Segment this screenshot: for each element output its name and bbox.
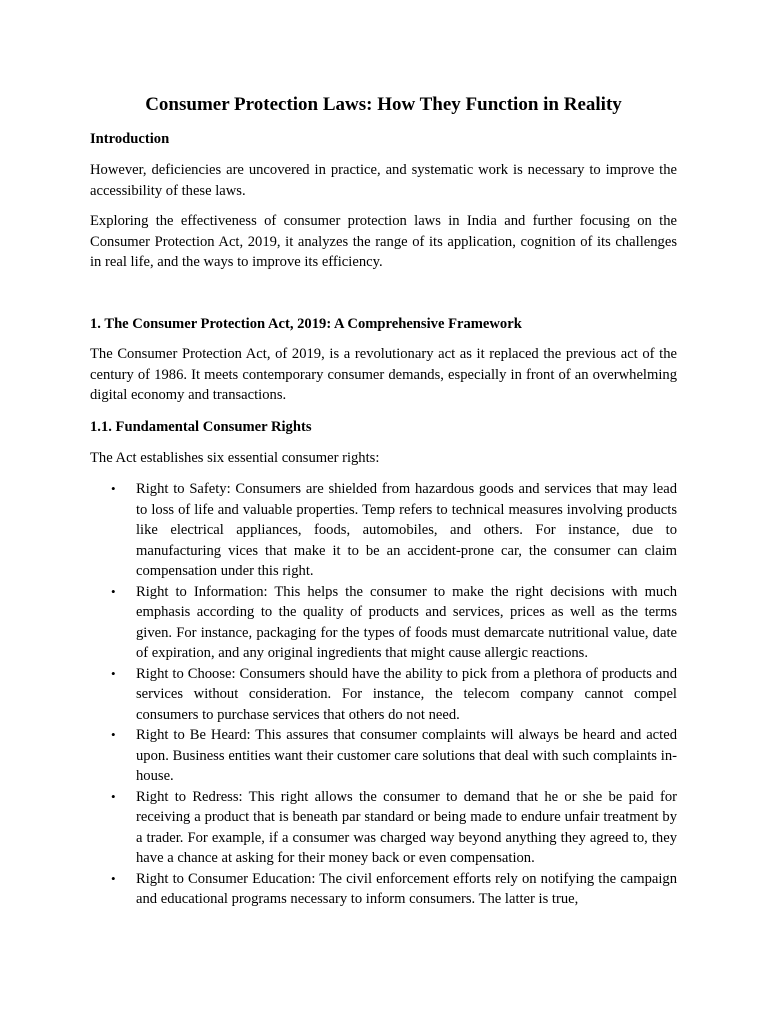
right-to-choose-text: Right to Choose: Consumers should have the ability to pick from a plethora of products and services without consideration. For instance, the telecom company cannot compel consumers to purchase services that others do not need. <box>136 665 677 723</box>
bullet-icon: • <box>111 788 116 804</box>
list-item <box>90 725 677 787</box>
document-title: Consumer Protection Laws: How They Function in Reality <box>145 94 622 115</box>
list-item <box>90 869 677 910</box>
intro-paragraph-1: However, deficiencies are uncovered in practice, and systematic work is necessary to improve the accessibility of these laws. <box>90 162 677 199</box>
right-to-safety-text: Right to Safety: Consumers are shielded from hazardous goods and services that may lead to loss of life and valuable properties. Temp refers to technical measures involving products like electrical appliances, foods, automobiles, and others. For instance, due to manufacturing vices that make it to be an accident-prone car, the consumer can claim compensation under this right. <box>136 481 677 579</box>
consumer-rights-list <box>90 479 677 910</box>
list-item <box>90 479 677 582</box>
right-to-be-heard-text: Right to Be Heard: This assures that consumer complaints will always be heard and acted upon. Business entities want their customer care solutions that deal with such complaints in-house. <box>136 727 677 784</box>
right-to-information-text: Right to Information: This helps the consumer to make the right decisions with much emphasis according to the quality of products and services, prices as well as the terms given. For instance, packaging for the types of foods must demarcate nutritional value, date of expiration, and any original ingredients that might cause allergic reactions. <box>136 583 677 661</box>
section-1-heading: 1. The Consumer Protection Act, 2019: A Comprehensive Framework <box>90 316 522 332</box>
intro-heading: Introduction <box>90 131 170 147</box>
right-to-redress-text: Right to Redress: This right allows the consumer to demand that he or she be paid for receiving a product that is beneath par standard or being made to endure unfair treatment by a trader. For example, if a consumer was charged way beyond anything they agreed to, they have a chance at asking for their money back or even compensation. <box>136 788 677 866</box>
intro-paragraph-2: Exploring the effectiveness of consumer protection laws in India and further focusing on the Consumer Protection Act, 2019, it analyzes the range of its application, cognition of its challenges in real life, and the ways to improve its efficiency. <box>90 213 677 271</box>
bullet-icon: • <box>111 481 116 496</box>
section-1-1-heading: 1.1. Fundamental Consumer Rights <box>90 419 312 435</box>
list-item <box>90 582 677 664</box>
list-item <box>90 787 677 869</box>
bullet-icon: • <box>111 727 116 742</box>
bullet-icon: • <box>111 583 116 599</box>
bullet-icon: • <box>111 870 116 886</box>
bullet-icon: • <box>111 665 116 681</box>
section-1-paragraph: The Consumer Protection Act, of 2019, is a revolutionary act as it replaced the previous act of the century of 1986. It meets contemporary consumer demands, especially in front of an overwhelming digital economy and transactions. <box>90 346 677 404</box>
rights-intro-text: The Act establishes six essential consumer rights: <box>90 450 380 466</box>
right-to-consumer-education-text: Right to Consumer Education: The civil enforcement efforts rely on notifying the campaign and educational programs necessary to inform consumers. The latter is true, <box>136 870 677 907</box>
list-item <box>90 664 677 726</box>
